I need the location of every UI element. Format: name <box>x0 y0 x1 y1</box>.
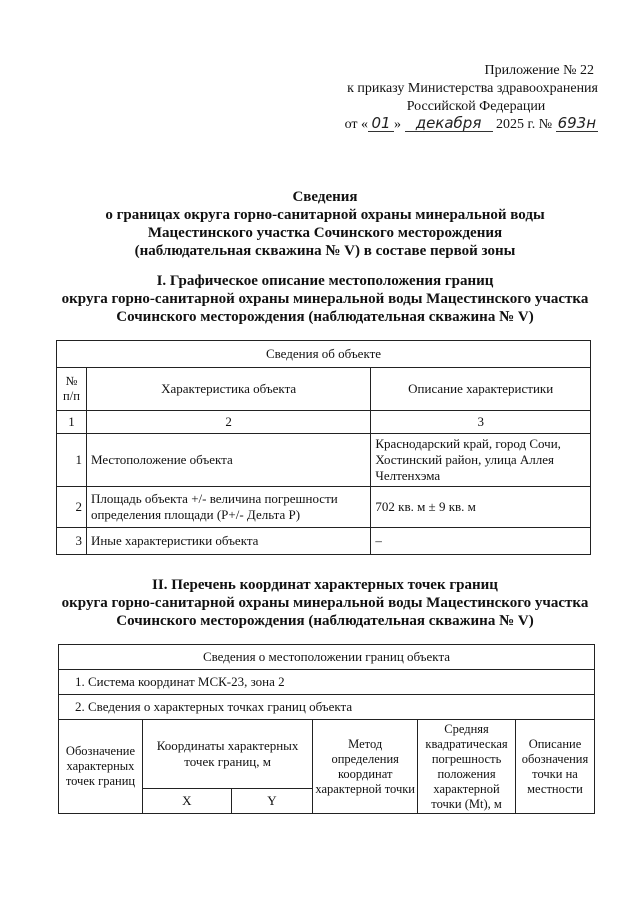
handwritten-month: декабря <box>405 116 493 132</box>
col-point-designation: Обозначение характерных точек границ <box>59 720 143 814</box>
section-2-line-3: Сочинского месторождения (наблюдательная скважина № V) <box>116 613 534 629</box>
col-y: Y <box>231 789 313 814</box>
table1-index-cell: 3 <box>371 411 591 434</box>
section-1-heading <box>40 272 610 326</box>
date-quote: » <box>394 117 402 132</box>
appendix-order-ref: к приказу Министерства здравоохранения <box>347 81 598 96</box>
title-line-4: (наблюдательная скважина № V) в составе первой зоны <box>134 243 516 259</box>
object-info-table <box>56 340 591 555</box>
handwritten-order-number: 693н <box>557 114 596 132</box>
table2-coord-system: 1. Система координат МСК-23, зона 2 <box>59 670 595 695</box>
table1-index-cell: 1 <box>57 411 87 434</box>
table-row <box>57 487 591 528</box>
title-line-3: Мацестинского участка Сочинского месторождения <box>147 225 503 241</box>
col-x: X <box>142 789 231 814</box>
row-characteristic: Местоположение объекта <box>86 434 370 487</box>
col-coordinates: Координаты характерных точек границ, м <box>142 720 312 789</box>
table2-header: Сведения о местоположении границ объекта <box>59 645 595 670</box>
table-row <box>57 434 591 487</box>
table-row <box>57 528 591 555</box>
row-characteristic: Иные характеристики объекта <box>86 528 370 555</box>
appendix-header <box>318 62 598 134</box>
section-2-heading <box>40 576 610 630</box>
table1-col-num: № п/п <box>57 368 87 411</box>
document-title <box>40 188 610 260</box>
title-line-2: о границах округа горно-санитарной охраны минеральной воды <box>105 207 545 223</box>
section-1-line-3: Сочинского месторождения (наблюдательная скважина № V) <box>116 309 534 325</box>
boundary-coordinates-table <box>58 644 595 814</box>
handwritten-day: 01 <box>368 116 394 132</box>
appendix-date-line <box>318 116 598 134</box>
table1-col-char: Характеристика объекта <box>86 368 370 411</box>
table1-header: Сведения об объекте <box>57 341 591 368</box>
row-number: 1 <box>57 434 87 487</box>
row-characteristic: Площадь объекта +/- величина погрешности определения площади (P+/- Дельта P) <box>86 487 370 528</box>
row-number: 3 <box>57 528 87 555</box>
appendix-title: Приложение № 22 <box>484 63 594 78</box>
appendix-ministry: Российской Федерации <box>406 99 546 114</box>
col-method: Метод определения координат характерной точки <box>313 720 418 814</box>
title-line-1: Сведения <box>292 189 358 205</box>
date-prefix: от « <box>344 117 369 132</box>
row-number: 2 <box>57 487 87 528</box>
row-description: – <box>371 528 591 555</box>
table1-index-cell: 2 <box>86 411 370 434</box>
row-description: 702 кв. м ± 9 кв. м <box>371 487 591 528</box>
row-description: Краснодарский край, город Сочи, Хостинский район, улица Аллея Челтенхэма <box>371 434 591 487</box>
col-point-description: Описание обозначения точки на местности <box>516 720 595 814</box>
section-1-line-2: округа горно-санитарной охраны минеральной воды Мацестинского участка <box>61 291 589 307</box>
section-2-line-2: округа горно-санитарной охраны минеральной воды Мацестинского участка <box>61 595 589 611</box>
table2-points-info: 2. Сведения о характерных точках границ объекта <box>59 695 595 720</box>
col-mean-error: Средняя квадратическая погрешность положения характерной точки (Mt), м <box>418 720 516 814</box>
section-1-line-1: I. Графическое описание местоположения границ <box>156 273 494 289</box>
date-year: 2025 г. № <box>496 117 553 132</box>
table1-col-desc: Описание характеристики <box>371 368 591 411</box>
section-2-line-1: II. Перечень координат характерных точек границ <box>152 577 498 593</box>
